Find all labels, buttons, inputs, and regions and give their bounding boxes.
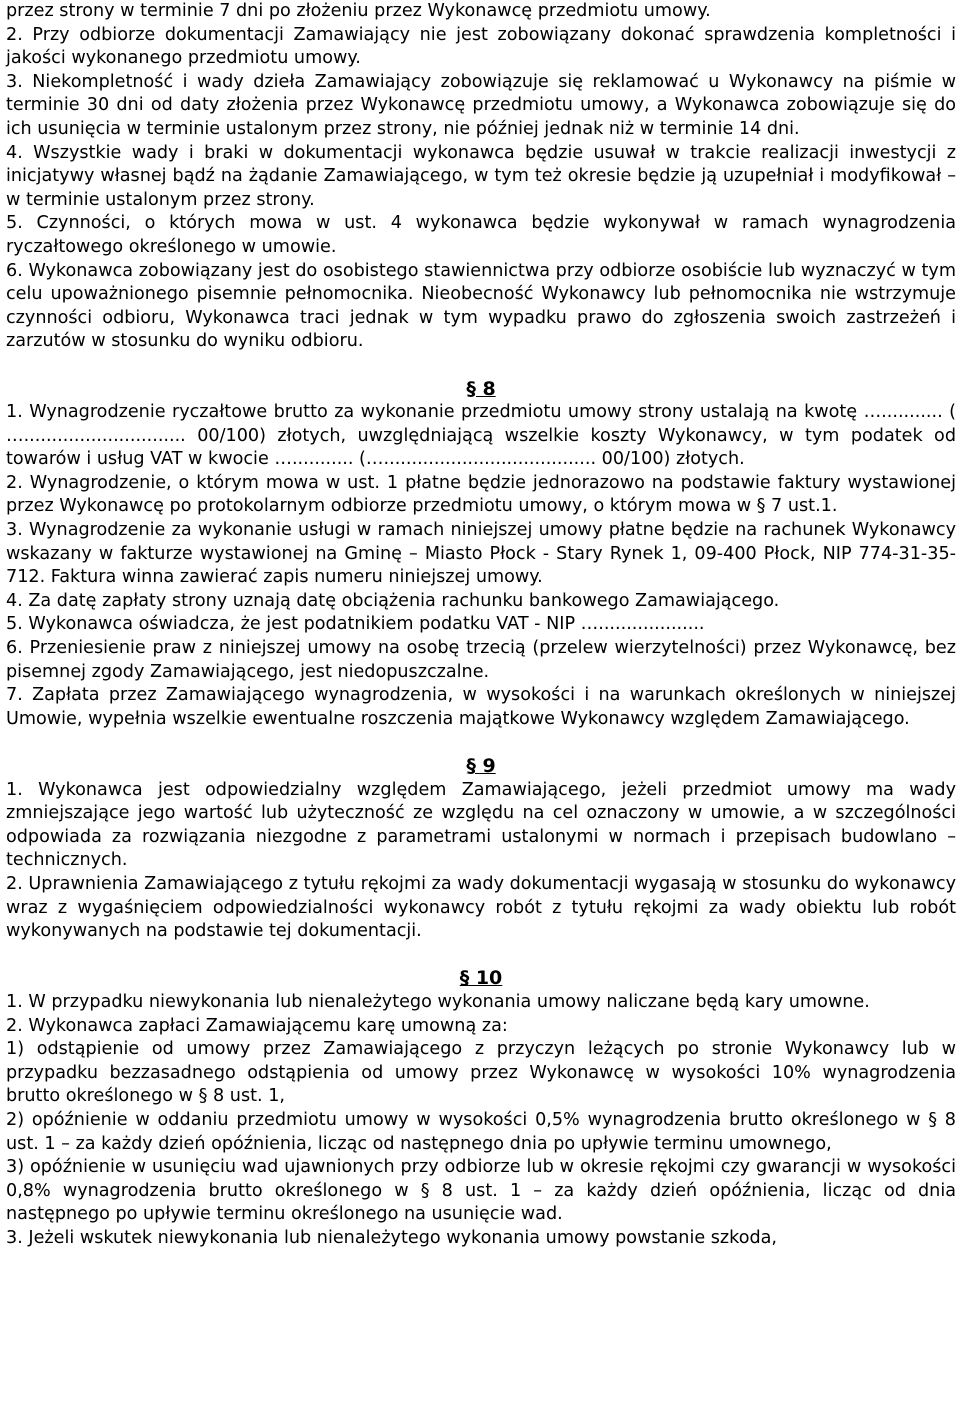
paragraph: 5. Wykonawca oświadcza, że jest podatnikiem podatku VAT - NIP …...................: [6, 614, 705, 635]
paragraph: 2. Uprawnienia Zamawiającego z tytułu rękojmi za wady dokumentacji wygasają w stosunku do wykonawcy wraz z wygaśnięciem odpowiedzialności wykonawcy robót z tytułu rękojmi za wady obiektu lub robót wykonywanych na podstawie tej dokumentacji.: [6, 873, 956, 942]
paragraph: 4. Za datę zapłaty strony uznają datę obciążenia rachunku bankowego Zamawiającego.: [6, 590, 780, 611]
paragraph: 1. Wykonawca jest odpowiedzialny względem Zamawiającego, jeżeli przedmiot umowy ma wady zmniejszające jego wartość lub użyteczność ze względu na cel oznaczony w umowie, a w szczególności odpowiada za rozwiązania niezgodne z parametrami ustalonymi w normach i przepisach budowlano – technicznych.: [6, 779, 956, 871]
paragraph: 2. Wynagrodzenie, o którym mowa w ust. 1 płatne będzie jednorazowo na podstawie faktury wystawionej przez Wykonawcę po protokolarnym odbiorze przedmiotu umowy, o którym mowa w § 7 ust.1.: [6, 472, 956, 517]
paragraph: 2) opóźnienie w oddaniu przedmiotu umowy w wysokości 0,5% wynagrodzenia brutto określonego w § 8 ust. 1 – za każdy dzień opóźnienia, licząc od następnego dnia po upływie terminu umownego,: [6, 1109, 956, 1154]
paragraph: 4. Wszystkie wady i braki w dokumentacji wykonawca będzie usuwał w trakcie realizacji inwestycji z inicjatywy własnej bądź na żądanie Zamawiającego, w tym też okresie będzie ją uzupełniał i modyfikował – w terminie ustalonym przez strony.: [6, 142, 956, 210]
paragraph: 6. Wykonawca zobowiązany jest do osobistego stawiennictwa przy odbiorze osobiście lub wyznaczyć w tym celu upoważnionego pisemnie pełnomocnika. Nieobecność Wykonawcy lub pełnomocnika nie wstrzymuje czynności odbioru, Wykonawca traci jednak w tym wypadku prawo do zgłoszenia swoich zastrzeżeń i zarzutów w stosunku do wyniku odbioru.: [6, 260, 956, 352]
paragraph: 3. Niekompletność i wady dzieła Zamawiający zobowiązuje się reklamować u Wykonawcy na piśmie w terminie 30 dni od daty złożenia przez Wykonawcę przedmiotu umowy, a Wykonawca zobowiązuje się do ich usunięcia w terminie ustalonym przez strony, nie później jednak niż w terminie 14 dni.: [6, 71, 956, 139]
paragraph: 1) odstąpienie od umowy przez Zamawiającego z przyczyn leżących po stronie Wykonawcy lub w przypadku bezzasadnego odstąpienia od umowy przez Wykonawcę w wysokości 10% wynagrodzenia brutto określonego w § 8 ust. 1,: [6, 1039, 956, 1107]
paragraph: 3. Jeżeli wskutek niewykonania lub nienależytego wykonania umowy powstanie szkoda,: [6, 1227, 778, 1248]
paragraph: 1. Wynagrodzenie ryczałtowe brutto za wykonanie przedmiotu umowy strony ustalają na kwotę …........... ( …............................. 00/100) złotych, uwzględniającą wszelkie koszty Wykonawcy, w tym podatek od towarów i usług VAT w kwocie …........... (…...................................... 00/100) złotych.: [6, 402, 956, 470]
section-heading: § 8: [466, 377, 496, 400]
paragraph: 7. Zapłata przez Zamawiającego wynagrodzenia, w wysokości i na warunkach określonych w niniejszej Umowie, wypełnia wszelkie ewentualne roszczenia majątkowe Wykonawcy względem Zamawiającego.: [6, 685, 956, 729]
document-page: [6, 0, 956, 1250]
paragraph: 2. Przy odbiorze dokumentacji Zamawiający nie jest zobowiązany dokonać sprawdzenia kompletności i jakości wykonanego przedmiotu umowy.: [6, 24, 956, 69]
paragraph: 5. Czynności, o których mowa w ust. 4 wykonawca będzie wykonywał w ramach wynagrodzenia ryczałtowego określonego w umowie.: [6, 213, 956, 257]
paragraph: 3) opóźnienie w usunięciu wad ujawnionych przy odbiorze lub w okresie rękojmi czy gwarancji w wysokości 0,8% wynagrodzenia brutto określonego w § 8 ust. 1 – za każdy dzień opóźnienia, licząc od dnia następnego po upływie terminu określonego na usunięcie wad.: [6, 1157, 956, 1225]
section-heading: § 10: [459, 967, 503, 990]
section-heading: § 9: [466, 755, 496, 777]
paragraph: 1. W przypadku niewykonania lub nienależytego wykonania umowy naliczane będą kary umowne.: [6, 991, 870, 1012]
paragraph: 2. Wykonawca zapłaci Zamawiającemu karę umowną za:: [6, 1015, 508, 1036]
paragraph: przez strony w terminie 7 dni po złożeniu przez Wykonawcę przedmiotu umowy.: [6, 1, 711, 21]
paragraph: 6. Przeniesienie praw z niniejszej umowy na osobę trzecią (przelew wierzytelności) przez Wykonawcę, bez pisemnej zgody Zamawiającego, jest niedopuszczalne.: [6, 638, 956, 682]
spacer: [6, 354, 956, 378]
spacer: [6, 731, 956, 755]
spacer: [6, 944, 956, 968]
paragraph: 3. Wynagrodzenie za wykonanie usługi w ramach niniejszej umowy płatne będzie na rachunek Wykonawcy wskazany w fakturze wystawionej na Gminę – Miasto Płock - Stary Rynek 1, 09-400 Płock, NIP 774-31-35-712. Faktura winna zawierać zapis numeru niniejszej umowy.: [6, 520, 956, 588]
